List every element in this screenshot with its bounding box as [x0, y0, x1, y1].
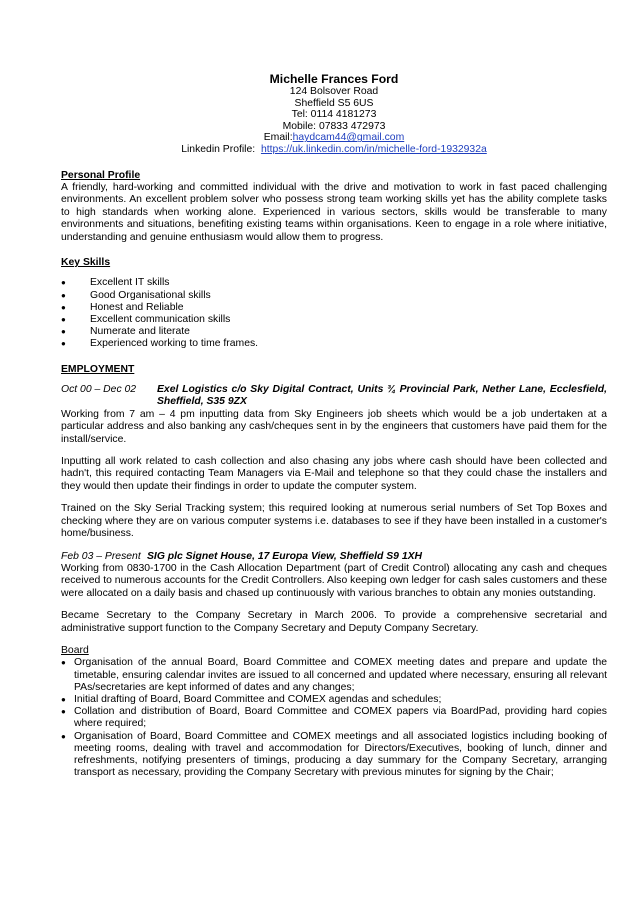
board-heading: Board — [61, 644, 89, 656]
board-list — [61, 657, 607, 779]
skills-list — [61, 277, 607, 350]
email-label: Email: — [263, 132, 293, 144]
linkedin-link[interactable]: https://uk.linkedin.com/in/michelle-ford-1932932a — [260, 143, 487, 155]
cv-page — [61, 72, 607, 779]
mobile: Mobile: 07833 472973 — [282, 120, 386, 132]
address-line-2: Sheffield S5 6US — [294, 97, 374, 109]
job-exel — [61, 384, 607, 540]
candidate-name: Michelle Frances Ford — [269, 72, 399, 86]
job-period: Oct 00 – Dec 02 — [61, 384, 137, 396]
address-line-1: 124 Bolsover Road — [289, 86, 379, 97]
profile-heading: Personal Profile — [61, 169, 141, 181]
job-paragraph: Became Secretary to the Company Secretary in March 2006. To provide a comprehensive secretarial and administrative support function to the Company Secretary and Deputy Company Secretary. — [61, 610, 607, 634]
job-employer: SIG plc Signet House, 17 Europa View, Sheffield S9 1XH — [147, 550, 423, 562]
list-item: ● Excellent communication skills — [61, 314, 607, 326]
list-item: ● Excellent IT skills — [61, 277, 607, 289]
profile-text: A friendly, hard-working and committed individual with the drive and motivation to work in fast paced challenging environments. An excellent problem solver who possess strong team working skills yet has the ability complete tasks to high standards when working alone. Experienced in various sectors, skills would be transferable to many environments and situations, benefiting existing teams within organisations. Keen to engage in a role where initiative, understanding and genuine enthusiasm would allow them to progress. — [61, 181, 607, 243]
skills-heading: Key Skills — [61, 257, 111, 268]
list-item: ● Collation and distribution of Board, Board Committee and COMEX papers via BoardPad, providing hard copies where required; — [61, 706, 607, 730]
job-employer: Exel Logistics c/o Sky Digital Contract, Units ¾ Provincial Park, Nether Lane, Ecclesfield, Sheffield, S35 9ZX — [157, 384, 607, 408]
email-link[interactable]: haydcam44@gmail.com — [292, 132, 405, 144]
employment-heading: EMPLOYMENT — [61, 363, 135, 375]
job-paragraph: Inputting all work related to cash collection and also chasing any jobs where cash should have been collected and hadn't, this required contacting Team Managers via E-Mail and telephone so that they could chase the installers and they would then update their findings in order to update the computer system. — [61, 456, 607, 492]
email-line — [61, 132, 607, 144]
linkedin-line — [61, 144, 607, 156]
linkedin-label: Linkedin Profile: — [181, 143, 261, 155]
job-paragraph: Working from 7 am – 4 pm inputting data from Sky Engineers job sheets which would be a job undertaken at a particular address and also banking any cash/cheques sent in by the engineers that customers have paid them for the install/service. — [61, 408, 607, 445]
list-item: ● Numerate and literate — [61, 326, 607, 338]
job-paragraph: Working from 0830-1700 in the Cash Allocation Department (part of Credit Control) allocating any cash and cheques received to numerous accounts for the Credit Controllers. Also keeping own ledger for cash sales customers and these were allocated on a daily basis and chased up continuously with various branches to obtain any monies outstanding. — [61, 562, 607, 599]
list-item: ● Organisation of the annual Board, Board Committee and COMEX meeting dates and prepare and update the timetable, ensuring calendar invites are issued to all concerned and updated where necessary, ensuring all relevant PAs/secretaries are kept informed of dates and any changes; — [61, 657, 607, 694]
list-item: ● Good Organisational skills — [61, 290, 607, 302]
list-item: ● Organisation of Board, Board Committee and COMEX meetings and all associated logistics including booking of meeting rooms, dealing with travel and accommodation for Directors/Executives, booking of lunch, dinner and refreshments, notifying presenters of timings, producing a day summary for the Company Secretary, arranging transport as necessary, providing the Company Secretary with previous minutes for signing by the Chair; — [61, 731, 607, 780]
list-item: ● Experienced working to time frames. — [61, 338, 607, 350]
list-item: ● Honest and Reliable — [61, 302, 607, 314]
cv-header — [61, 72, 607, 156]
job-header — [61, 551, 607, 563]
job-header — [61, 384, 607, 409]
list-item: ● Initial drafting of Board, Board Committee and COMEX agendas and schedules; — [61, 694, 607, 706]
job-sig — [61, 551, 607, 635]
telephone: Tel: 0114 4181273 — [291, 109, 377, 121]
job-period: Feb 03 – Present — [61, 550, 141, 562]
job-paragraph: Trained on the Sky Serial Tracking system; this required looking at numerous serial numbers of Set Top Boxes and checking where they are on various computer systems i.e. databases to see if they have been installed in a customer's home/business. — [61, 503, 607, 540]
